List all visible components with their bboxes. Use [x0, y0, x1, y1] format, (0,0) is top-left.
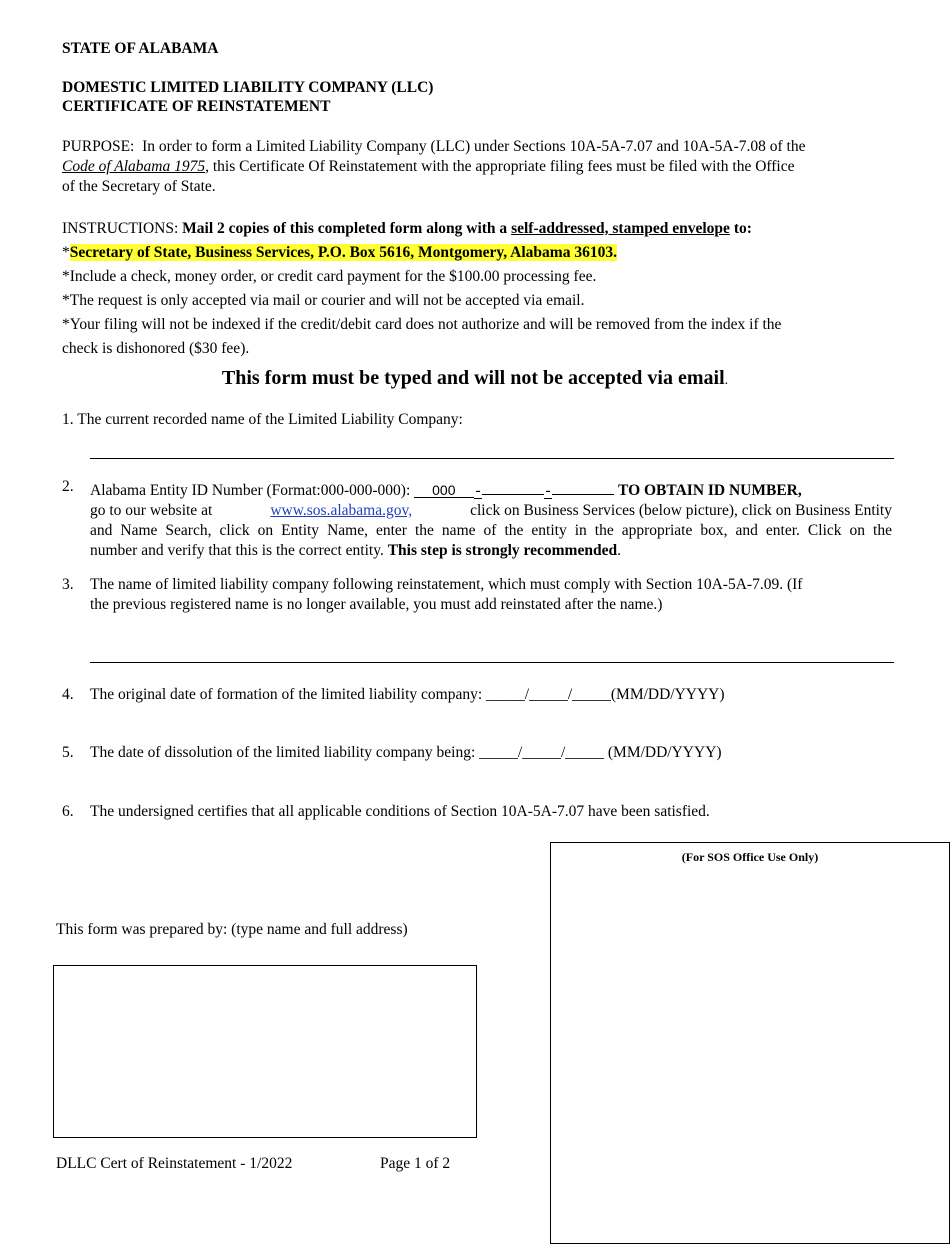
- instructions-mail: Mail 2 copies of this completed form along with a: [182, 220, 508, 237]
- question-3: [90, 575, 892, 615]
- prepared-by-field[interactable]: [53, 965, 477, 1138]
- entity-id-dash2: -: [545, 482, 551, 499]
- question-3-line2: the previous registered name is no longer available, you must add reinstated after the name.): [90, 596, 663, 613]
- form-title-line1: DOMESTIC LIMITED LIABILITY COMPANY (LLC): [62, 79, 434, 96]
- question-6: The undersigned certifies that all applicable conditions of Section 10A-5A-7.07 have been satisfied.: [90, 803, 710, 820]
- obtain-id-heading: TO OBTAIN ID NUMBER,: [618, 482, 802, 499]
- lookup-instructions: and Name Search, click on Entity Name, enter the name of the entity in the appropriate box, and enter. Click on the: [90, 522, 892, 539]
- entity-id-part3-field[interactable]: [552, 477, 614, 495]
- instructions-envelope: self-addressed, stamped envelope: [511, 220, 730, 237]
- instructions-bullet-index: *Your filing will not be indexed if the credit/debit card does not authorize and will be removed from the index if the: [62, 316, 782, 333]
- verify-text: number and verify that this is the correct entity.: [90, 542, 384, 559]
- question-3-line1: The name of limited liability company following reinstatement, which must comply with Section 10A-5A-7.09. (If: [90, 576, 803, 593]
- dissolution-date-field[interactable]: The date of dissolution of the limited liability company being: _____/_____/_____ (MM/DD/YYYY): [90, 744, 722, 761]
- sos-office-use-box: [550, 842, 950, 1244]
- page-number: Page 1 of 2: [380, 1155, 451, 1172]
- instructions-line1: [62, 219, 912, 239]
- instructions-label: INSTRUCTIONS:: [62, 220, 179, 237]
- prepared-by-label: This form was prepared by: (type name and full address): [56, 921, 408, 938]
- entity-id-label: Alabama Entity ID Number (Format:000-000-000):: [90, 482, 411, 499]
- formation-date-field[interactable]: The original date of formation of the limited liability company: _____/_____/_____(MM/DD/YYYY): [90, 686, 725, 703]
- llc-name-field[interactable]: [90, 458, 894, 459]
- office-use-label: (For SOS Office Use Only): [681, 850, 819, 864]
- purpose-label: PURPOSE:: [62, 138, 135, 155]
- instructions-address-line: [62, 243, 617, 263]
- verify-period: .: [617, 542, 621, 559]
- question-2-number: 2.: [62, 478, 74, 495]
- notice-text: This form must be typed and will not be accepted via email: [221, 367, 725, 389]
- entity-id-part2-field[interactable]: [482, 477, 544, 495]
- question-5-number: 5.: [62, 744, 74, 761]
- question-1: 1. The current recorded name of the Limited Liability Company:: [62, 411, 463, 428]
- question-6-number: 6.: [62, 803, 74, 820]
- website-suffix: click on Business Services (below picture), click on Business Entity: [470, 502, 892, 519]
- purpose-text1: In order to form a Limited Liability Company (LLC) under Sections 10A-5A-7.07 and 10A-5A-7.08 of the: [142, 138, 806, 155]
- instructions-bullet-mail-only: *The request is only accepted via mail or courier and will not be accepted via email.: [62, 292, 585, 309]
- code-reference: Code of Alabama 1975: [62, 158, 206, 175]
- instructions-to: to:: [733, 220, 752, 237]
- purpose-paragraph: [62, 137, 892, 197]
- recommended-text: This step is strongly recommended: [387, 542, 618, 559]
- instructions-bullet-fee: *Include a check, money order, or credit card payment for the $100.00 processing fee.: [62, 268, 597, 285]
- notice-period: .: [724, 373, 729, 388]
- sos-mailing-address: Secretary of State, Business Services, P.O. Box 5616, Montgomery, Alabama 36103.: [69, 244, 617, 261]
- question-4-number: 4.: [62, 686, 74, 703]
- entity-id-prefix: 000: [432, 482, 456, 498]
- sos-website-link[interactable]: www.sos.alabama.gov,: [270, 502, 413, 519]
- question-3-number: 3.: [62, 576, 74, 593]
- typed-form-notice: [0, 366, 950, 393]
- form-id-footer: DLLC Cert of Reinstatement - 1/2022: [56, 1155, 293, 1172]
- purpose-text2: , this Certificate Of Reinstatement with the appropriate filing fees must be filed with the Office: [205, 158, 795, 175]
- purpose-text3: of the Secretary of State.: [62, 178, 216, 195]
- question-2: [90, 477, 892, 561]
- new-llc-name-field[interactable]: [90, 662, 894, 663]
- state-heading: STATE OF ALABAMA: [62, 40, 219, 57]
- address-asterisk: *: [62, 244, 70, 261]
- form-title-line2: CERTIFICATE OF REINSTATEMENT: [62, 98, 331, 115]
- entity-id-dash1: -: [475, 482, 481, 499]
- instructions-bullet-index-cont: check is dishonored ($30 fee).: [62, 340, 250, 357]
- website-prefix: go to our website at: [90, 502, 213, 519]
- entity-id-part1-field[interactable]: [414, 480, 474, 498]
